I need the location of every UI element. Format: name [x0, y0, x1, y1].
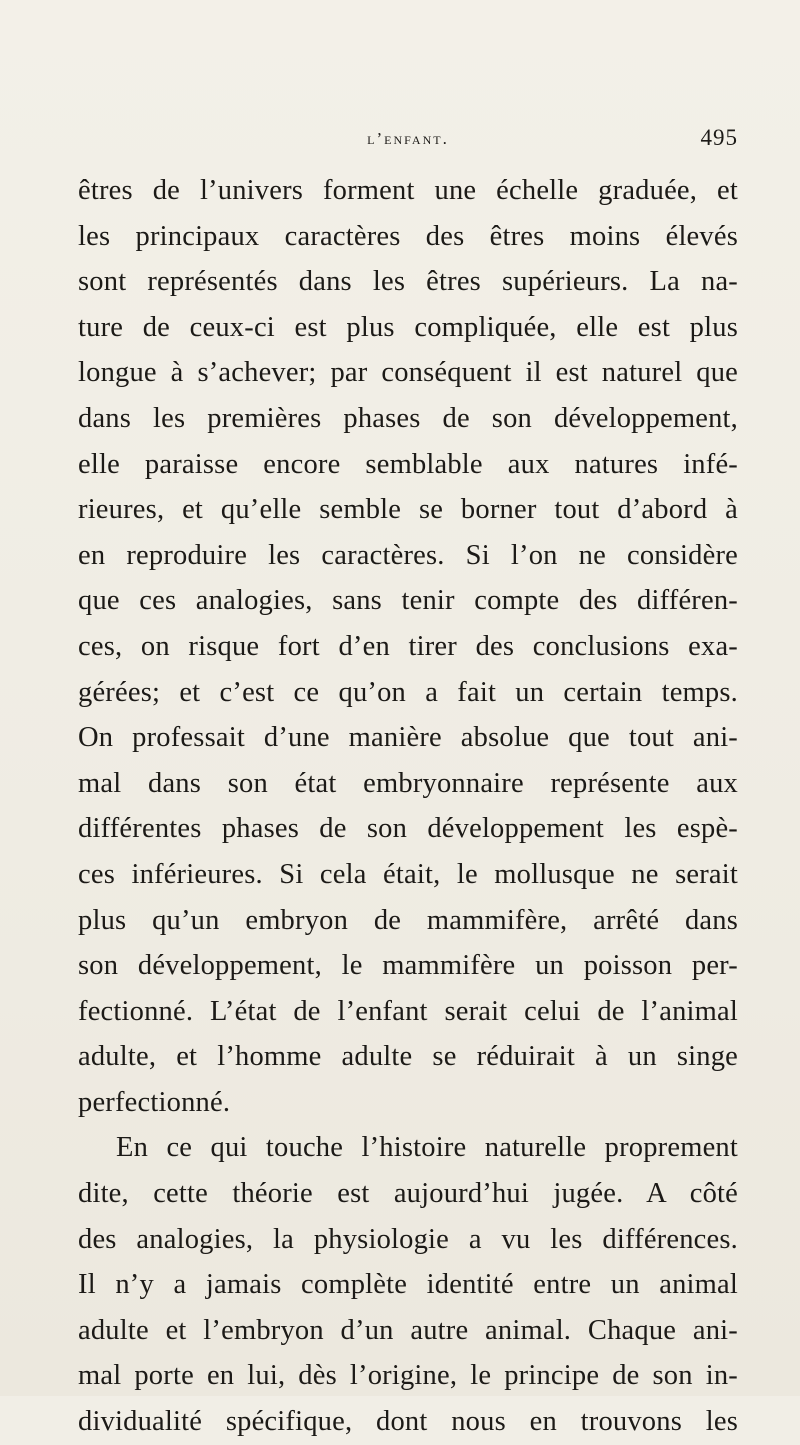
text-line: que ces analogies, sans tenir compte des différen- — [78, 585, 738, 617]
body-text — [78, 168, 738, 1445]
text-line: dans les premières phases de son développement, — [78, 402, 738, 434]
text-line: sont représentés dans les êtres supérieurs. La na- — [78, 266, 738, 298]
text-line-paragraph-start: En ce qui touche l’histoire naturelle proprement — [116, 1132, 738, 1164]
text-line: les principaux caractères des êtres moins élevés — [78, 220, 738, 252]
text-line: mal porte en lui, dès l’origine, le principe de son in- — [78, 1360, 738, 1392]
text-line: des analogies, la physiologie a vu les différences. — [78, 1223, 738, 1255]
text-line: plus qu’un embryon de mammifère, arrêté dans — [78, 904, 738, 936]
text-line: rieures, et qu’elle semble se borner tout d’abord à — [78, 494, 738, 526]
text-line: différentes phases de son développement les espè- — [78, 813, 738, 845]
text-line: Il n’y a jamais complète identité entre un animal — [78, 1269, 738, 1301]
page-number: 495 — [700, 125, 738, 150]
text-line-paragraph-end: perfectionné. — [78, 1086, 231, 1118]
running-head — [78, 125, 738, 153]
text-line: dite, cette théorie est aujourd’hui jugée. A côté — [78, 1178, 738, 1210]
text-line: adulte, et l’homme adulte se réduirait à un singe — [78, 1041, 738, 1073]
text-line: elle paraisse encore semblable aux natures infé- — [78, 448, 738, 480]
text-line: mal dans son état embryonnaire représente aux — [78, 767, 738, 799]
text-line: son développement, le mammifère un poisson per- — [78, 950, 738, 982]
text-line: en reproduire les caractères. Si l’on ne considère — [78, 539, 738, 571]
text-line: ces, on risque fort d’en tirer des conclusions exa- — [78, 630, 738, 662]
text-line: adulte et l’embryon d’un autre animal. Chaque ani- — [78, 1314, 738, 1346]
text-line: longue à s’achever; par conséquent il est naturel que — [78, 357, 738, 389]
text-line: gérées; et c’est ce qu’on a fait un certain temps. — [78, 676, 738, 708]
text-line: êtres de l’univers forment une échelle graduée, et — [78, 175, 738, 206]
text-line: fectionné. L’état de l’enfant serait celui de l’animal — [78, 995, 738, 1027]
text-line: On professait d’une manière absolue que tout ani- — [78, 722, 738, 754]
text-line: ces inférieures. Si cela était, le mollusque ne serait — [78, 858, 738, 890]
running-title: l’enfant. — [367, 129, 449, 148]
text-line: ture de ceux-ci est plus compliquée, elle est plus — [78, 311, 738, 343]
text-line: dividualité spécifique, dont nous en trouvons les — [78, 1406, 738, 1438]
